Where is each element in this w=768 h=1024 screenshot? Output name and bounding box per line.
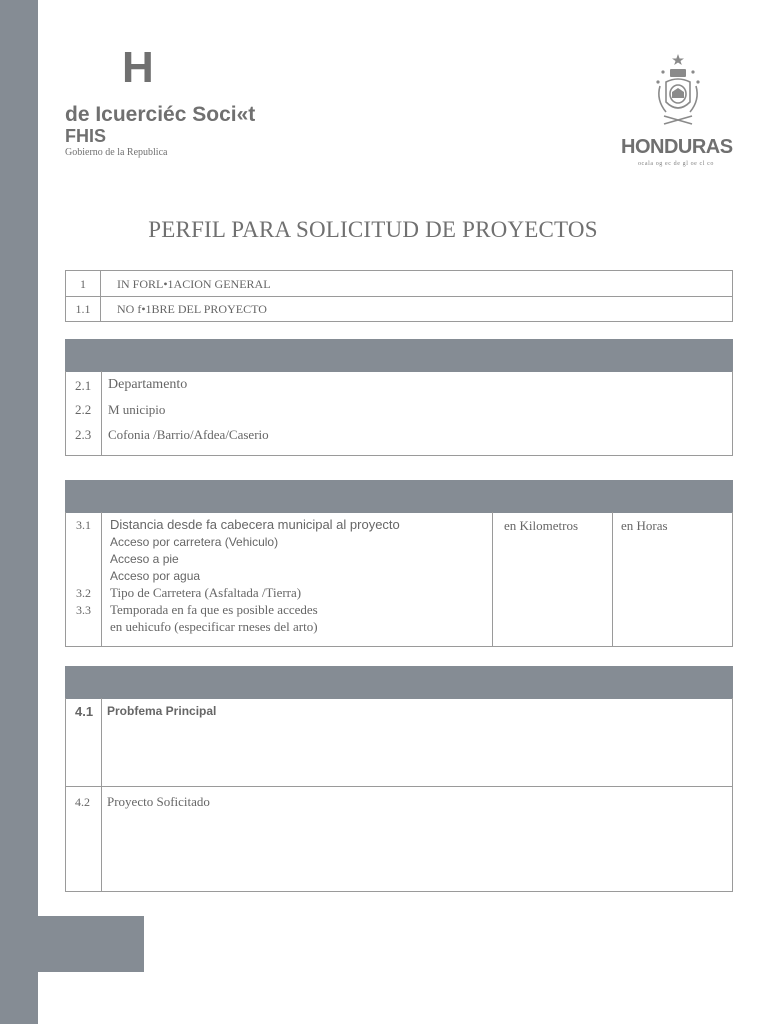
requested-project-field[interactable]: Proyecto Soficitado (107, 794, 210, 809)
general-info-table (65, 270, 733, 322)
row-number: 2.3 (75, 427, 92, 442)
number-column-divider (101, 512, 102, 646)
kilometers-column-header: en Kilometros (504, 518, 579, 533)
row-number: 3.1 (76, 518, 91, 532)
season-label-line2: en uehicufo (especificar rneses del arto) (110, 619, 318, 634)
government-caption: Gobierno de la Republica (65, 147, 168, 158)
section-header-bar (65, 666, 733, 699)
road-access-label: Acceso por carretera (Vehiculo) (110, 535, 279, 549)
row-number: 4.1 (75, 704, 94, 719)
country-name: HONDURAS (621, 136, 733, 158)
number-column-divider (101, 371, 102, 455)
foot-access-label: Acceso a pie (110, 552, 179, 566)
project-description-table (65, 698, 733, 892)
organization-abbreviation: FHIS (65, 126, 107, 146)
table-row (66, 271, 732, 297)
document-title: PERFIL PARA SOLICITUD DE PROYECTOS (148, 217, 598, 242)
row-number: 1.1 (66, 296, 101, 322)
row-number: 1 (66, 271, 101, 297)
distance-label: Distancia desde fa cabecera municipal al proyecto (110, 517, 400, 532)
row-number: 4.2 (75, 795, 90, 809)
row-divider (66, 786, 732, 787)
locality-field[interactable]: Cofonia /Barrio/Afdea/Caserio (108, 427, 269, 442)
section-header-bar (65, 480, 733, 513)
country-motto: ocala og ec de gl oe cl co (637, 161, 715, 167)
number-column-divider (101, 698, 102, 891)
hours-column-divider (612, 512, 613, 646)
project-name-field[interactable]: NO f•1BRE DEL PROYECTO (117, 302, 267, 316)
left-sidebar-band (0, 0, 38, 1024)
department-field[interactable]: Departamento (108, 377, 188, 392)
table-row (66, 296, 732, 322)
access-table (65, 512, 733, 647)
road-type-label: Tipo de Carretera (Asfaltada /Tierra) (110, 585, 302, 600)
km-column-divider (492, 512, 493, 646)
organization-name: de Icuerciéc Soci«t (65, 103, 256, 126)
row-number: 2.2 (75, 402, 92, 417)
fhis-logo-letter: H (122, 43, 154, 92)
sidebar-tab-block (38, 916, 144, 972)
row-label: IN FORL•1ACION GENERAL (117, 277, 271, 291)
row-number: 2.1 (75, 378, 92, 393)
honduras-coat-of-arms-icon (646, 52, 710, 140)
row-number: 3.2 (76, 586, 91, 600)
municipality-field[interactable]: M unicipio (108, 402, 166, 417)
water-access-label: Acceso por agua (110, 569, 201, 583)
section-header-bar (65, 339, 733, 372)
season-label-line1: Temporada en fa que es posible accedes (110, 602, 318, 617)
row-number: 3.3 (76, 603, 91, 617)
hours-column-header: en Horas (621, 518, 668, 533)
main-problem-field[interactable]: Probfema Principal (107, 704, 217, 718)
location-table (65, 371, 733, 456)
